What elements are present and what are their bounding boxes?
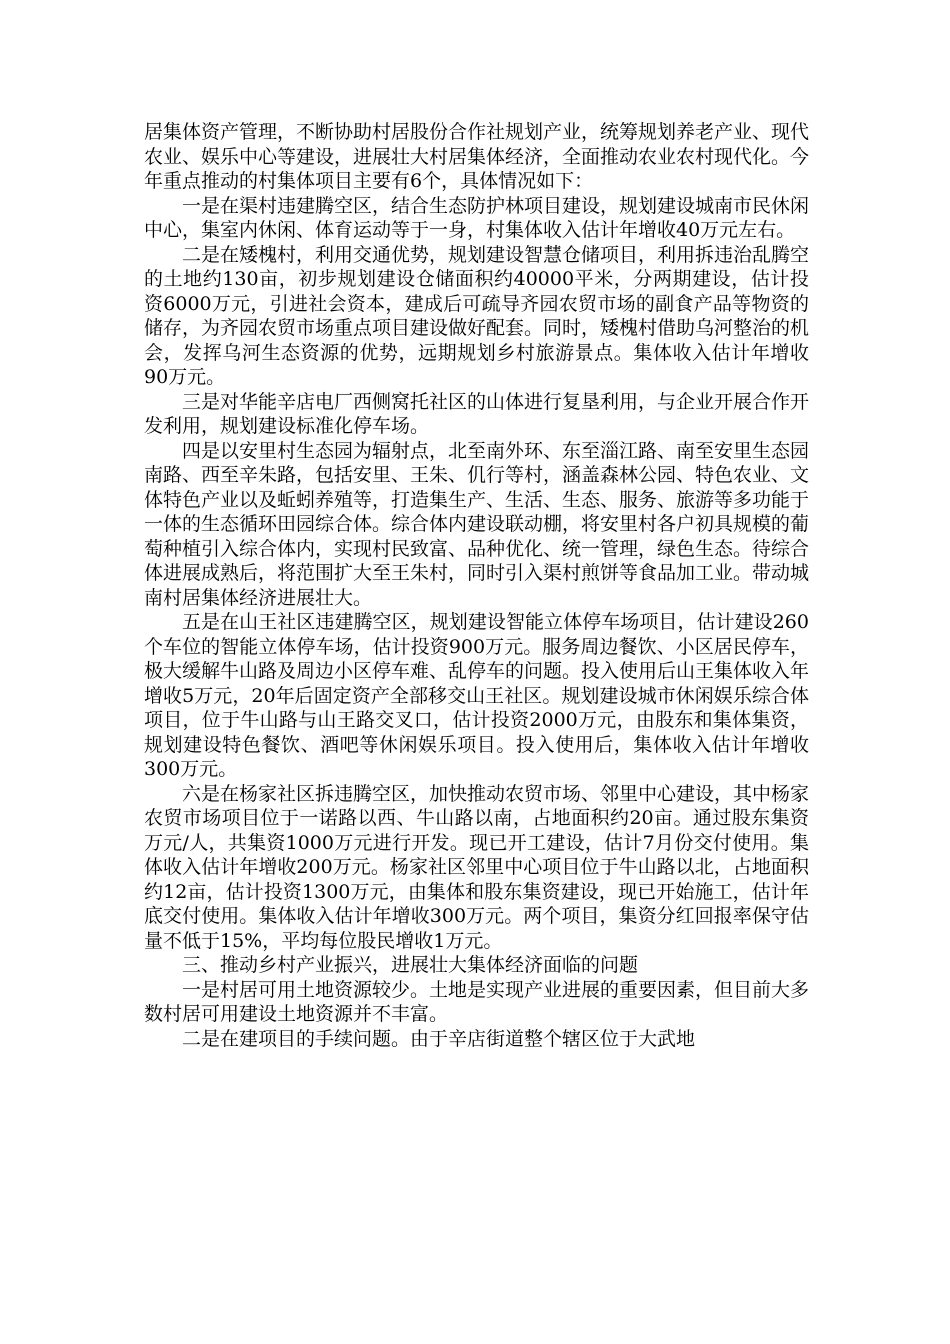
section-heading-problems: 三、推动乡村产业振兴，进展壮大集体经济面临的问题 bbox=[182, 954, 639, 976]
paragraph-project-3: 三是对华能辛店电厂西侧窝托社区的山体进行复垦利用，与企业开展合作开发利用，规划建设标准化停车场。 bbox=[144, 390, 810, 437]
paragraph-project-4: 四是以安里村生态园为辐射点，北至南外环、东至淄江路、南至安里生态园南路、西至辛朱路，包括安里、王朱、仉行等村，涵盖森林公园、特色农业、文体特色产业以及蚯蚓养殖等，打造集生产、生活、生态、服务、旅游等多功能于一体的生态循环田园综合体。综合体内建设联动棚，将安里村各户初具规模的葡萄种植引入综合体内，实现村民致富、品种优化、统一管理，绿色生态。待综合体进展成熟后，将范围扩大至王朱村，同时引入渠村煎饼等食品加工业。带动城南村居集体经济进展壮大。 bbox=[144, 439, 810, 609]
paragraph-project-1: 一是在渠村违建腾空区，结合生态防护林项目建设，规划建设城南市民休闲中心，集室内休闲、体育运动等于一身，村集体收入估计年增收40万元左右。 bbox=[144, 194, 810, 241]
paragraph-project-2: 二是在矮槐村，利用交通优势，规划建设智慧仓储项目，利用拆违治乱腾空的土地约130亩，初步规划建设仓储面积约40000平米，分两期建设，估计投资6000万元，引进社会资本，建成后可疏导齐园农贸市场的副食产品等物资的储存，为齐园农贸市场重点项目建设做好配套。同时，矮槐村借助乌河整治的机会，发挥乌河生态资源的优势，远期规划乡村旅游景点。集体收入估计年增收90万元。 bbox=[144, 243, 810, 388]
paragraph-problem-2: 二是在建项目的手续问题。由于辛店街道整个辖区位于大武地 bbox=[182, 1027, 696, 1050]
paragraph-intro: 居集体资产管理，不断协助村居股份合作社规划产业，统筹规划养老产业、现代农业、娱乐中心等建设，进展壮大村居集体经济，全面推动农业农村现代化。今年重点推动的村集体项目主要有6个，具体情况如下： bbox=[144, 121, 810, 192]
paragraph-problem-1: 一是村居可用土地资源较少。土地是实现产业进展的重要因素，但目前大多数村居可用建设土地资源并不丰富。 bbox=[144, 978, 810, 1025]
document-page bbox=[144, 120, 809, 1051]
paragraph-project-6: 六是在杨家社区拆违腾空区，加快推动农贸市场、邻里中心建设，其中杨家农贸市场项目位于一诺路以西、牛山路以南，占地面积约20亩。通过股东集资万元/人，共集资1000万元进行开发。现已开工建设，估计7月份交付使用。集体收入估计年增收200万元。杨家社区邻里中心项目位于牛山路以北，占地面积约12亩，估计投资1300万元，由集体和股东集资建设，现已开始施工，估计年底交付使用。集体收入估计年增收300万元。两个项目，集资分红回报率保守估量不低于15%，平均每位股民增收1万元。 bbox=[144, 782, 810, 952]
paragraph-project-5: 五是在山王社区违建腾空区，规划建设智能立体停车场项目，估计建设260个车位的智能立体停车场，估计投资900万元。服务周边餐饮、小区居民停车，极大缓解牛山路及周边小区停车难、乱停车的问题。投入使用后山王集体收入年增收5万元，20年后固定资产全部移交山王社区。规划建设城市休闲娱乐综合体项目，位于牛山路与山王路交叉口，估计投资2000万元，由股东和集体集资，规划建设特色餐饮、酒吧等休闲娱乐项目。投入使用后，集体收入估计年增收300万元。 bbox=[144, 611, 810, 780]
